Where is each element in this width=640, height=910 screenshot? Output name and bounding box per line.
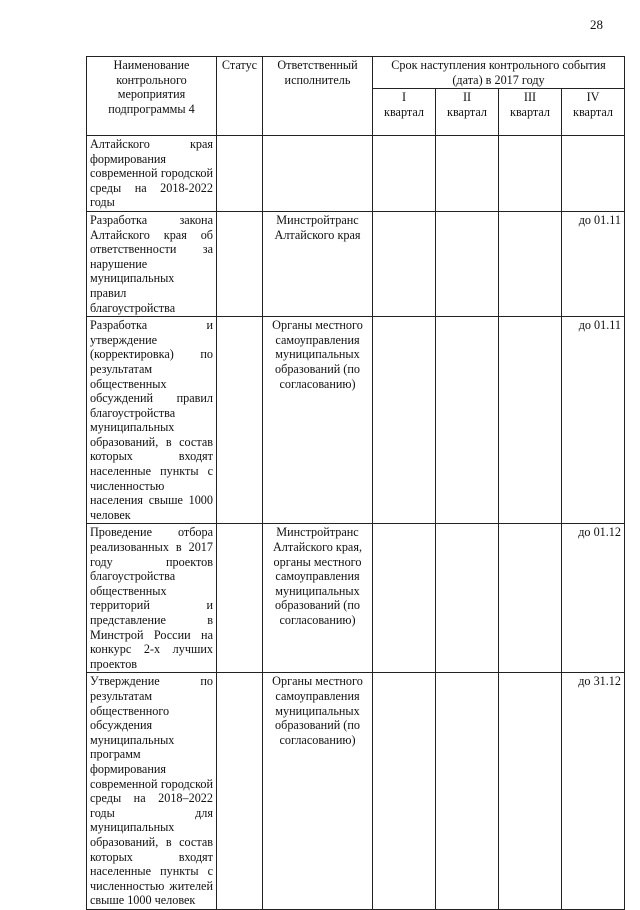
header-status: Статус [217,57,263,136]
event-q1 [373,673,436,910]
event-responsible: Органы местного самоуправления муниципальных образований (по согласованию) [263,673,373,910]
event-name: Проведение отбора реализованных в 2017 году проектов благоустройства общественных территорий и представление в Минстрой России на конкурс 2-х лучших проектов [87,524,217,673]
header-quarter-1: I квартал [373,89,436,136]
event-q3 [499,673,562,910]
header-row [87,57,625,89]
event-q4: до 01.11 [562,211,625,316]
event-name: Утверждение по результатам общественного обсуждения муниципальных программ формирования современной городской среды на 2018–2022 годы для муниципальных образований, в состав которых входят населенные пункты с численностью жителей свыше 1000 человек [87,673,217,910]
page-number: 28 [590,17,603,32]
event-q3 [499,136,562,212]
header-responsible: Ответственный исполнитель [263,57,373,136]
event-status [217,136,263,212]
table-row [87,136,625,212]
event-q2 [436,211,499,316]
event-q3 [499,211,562,316]
event-responsible [263,136,373,212]
event-q2 [436,136,499,212]
event-q4 [562,136,625,212]
event-name: Разработка и утверждение (корректировка) по результатам общественных обсуждений правил благоустройства муниципальных образований, в состав которых входят населенные пункты с численностью населения свыше 1000 человек [87,317,217,524]
table-row [87,673,625,910]
event-q1 [373,136,436,212]
table-row [87,317,625,524]
table-row [87,211,625,316]
event-q3 [499,524,562,673]
header-name: Наименование контрольного мероприятия подпрограммы 4 [87,57,217,136]
event-q3 [499,317,562,524]
table-row [87,524,625,673]
event-q4: до 01.11 [562,317,625,524]
event-name: Разработка закона Алтайского края об ответственности за нарушение муниципальных правил благоустройства [87,211,217,316]
event-q2 [436,317,499,524]
event-status [217,317,263,524]
event-status [217,673,263,910]
event-q4: до 31.12 [562,673,625,910]
event-q1 [373,211,436,316]
header-quarter-2: II квартал [436,89,499,136]
event-responsible: Органы местного самоуправления муниципальных образований (по согласованию) [263,317,373,524]
event-responsible: Минстройтранс Алтайского края [263,211,373,316]
control-events-table [86,56,625,910]
event-q2 [436,673,499,910]
header-quarter-3: III квартал [499,89,562,136]
header-quarter-4: IV квартал [562,89,625,136]
event-q1 [373,317,436,524]
event-responsible: Минстройтранс Алтайского края, органы местного самоуправления муниципальных образований (по согласованию) [263,524,373,673]
event-status [217,524,263,673]
event-status [217,211,263,316]
event-q2 [436,524,499,673]
event-q4: до 01.12 [562,524,625,673]
event-q1 [373,524,436,673]
header-deadline: Срок наступления контрольного события (дата) в 2017 году [373,57,625,89]
event-name: Алтайского края формирования современной городской среды на 2018-2022 годы [87,136,217,212]
